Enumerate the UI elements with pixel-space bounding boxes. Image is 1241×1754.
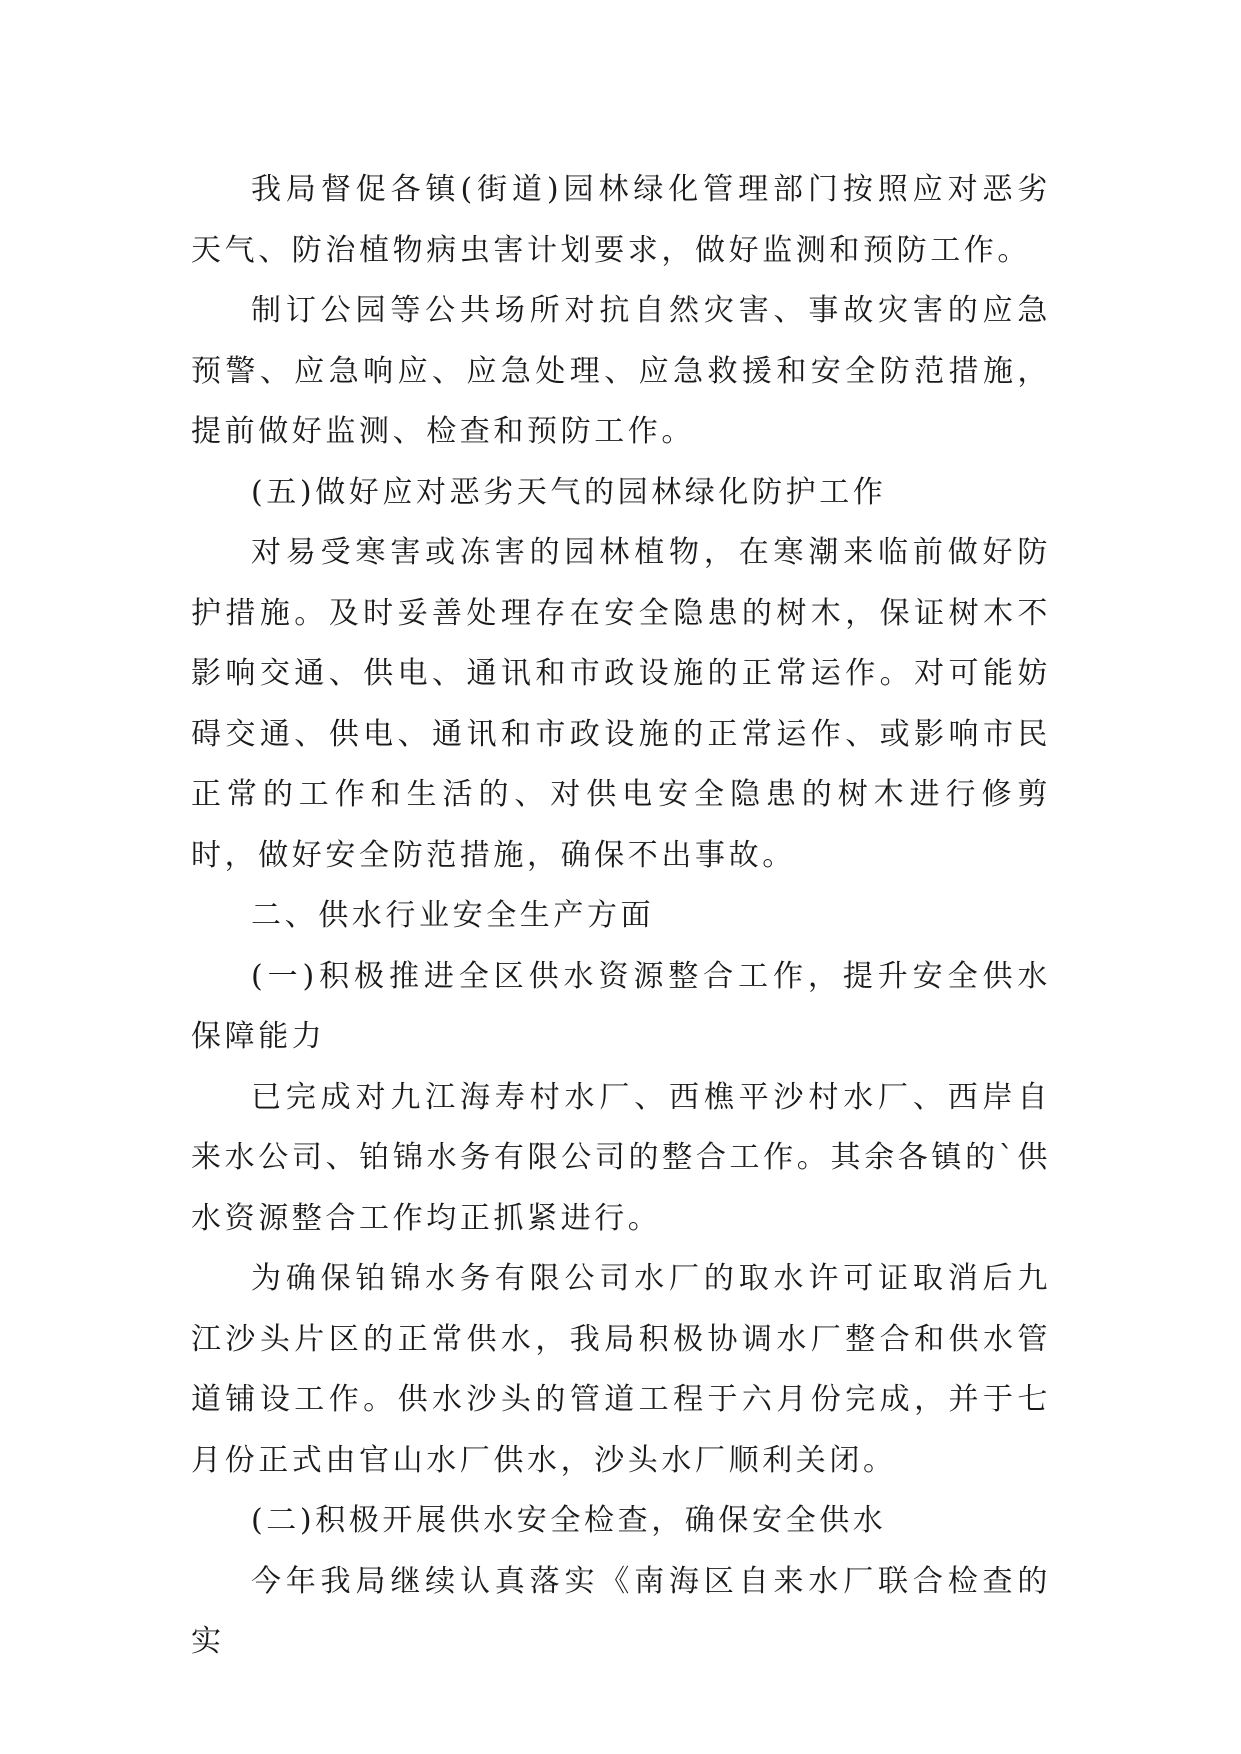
paragraph-supervise-towns: 我局督促各镇(街道)园林绿化管理部门按照应对恶劣天气、防治植物病虫害计划要求，做好监测和预防工作。 <box>191 172 1051 268</box>
paragraph-integration-done: 已完成对九江海寿村水厂、西樵平沙村水厂、西岸自来水公司、铂锦水务有限公司的整合工作。其余各镇的`供水资源整合工作均正抓紧进行。 <box>191 1079 1051 1236</box>
paragraph-shatou-supply: 为确保铂锦水务有限公司水厂的取水许可证取消后九江沙头片区的正常供水，我局积极协调水厂整合和供水管道铺设工作。供水沙头的管道工程于六月份完成，并于七月份正式由官山水厂供水，沙头水厂顺利关闭。 <box>191 1261 1051 1478</box>
paragraph-cold-protection: 对易受寒害或冻害的园林植物，在寒潮来临前做好防护措施。及时妥善处理存在安全隐患的树木，保证树木不影响交通、供电、通讯和市政设施的正常运作。对可能妨碍交通、供电、通讯和市政设施的正常运作、或影响市民正常的工作和生活的、对供电安全隐患的树木进行修剪时，做好安全防范措施，确保不出事故。 <box>191 535 1051 873</box>
heading-water-supply: 二、供水行业安全生产方面 <box>251 898 655 933</box>
heading-section-5: (五)做好应对恶劣天气的园林绿化防护工作 <box>251 474 887 510</box>
paragraph-emergency-plan: 制订公园等公共场所对抗自然灾害、事故灾害的应急预警、应急响应、应急处理、应急救援和安全防范措施，提前做好监测、检查和预防工作。 <box>191 293 1051 449</box>
heading-section-1: (一)积极推进全区供水资源整合工作，提升安全供水保障能力 <box>191 958 1051 1054</box>
paragraph-inspection: 今年我局继续认真落实《南海区自来水厂联合检查的实 <box>191 1563 1051 1659</box>
document-body <box>191 160 1051 1673</box>
heading-section-2: (二)积极开展供水安全检查，确保安全供水 <box>251 1503 887 1538</box>
